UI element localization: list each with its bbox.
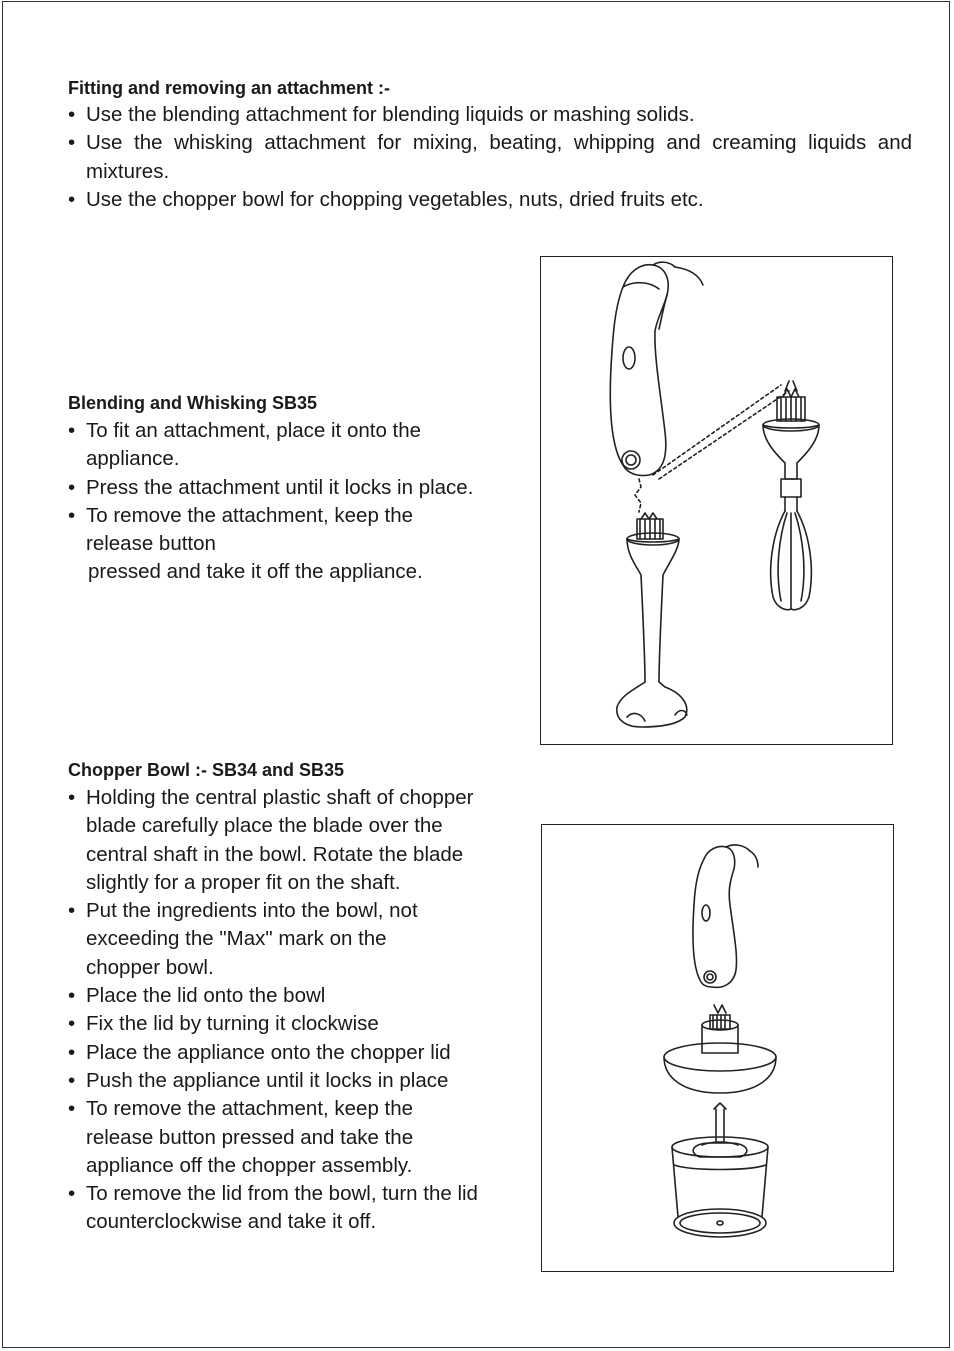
list-item — [68, 897, 456, 982]
list-item — [68, 502, 466, 559]
list-item — [68, 474, 528, 502]
list-item-text: To fit an attachment, place it onto the appliance. — [86, 419, 422, 471]
list-item — [68, 1067, 518, 1095]
section3-heading: Chopper Bowl :- SB34 and SB35 — [68, 760, 345, 780]
list-item — [68, 1180, 506, 1237]
chopper-bowl-icon — [542, 825, 895, 1273]
list-item-text: To remove the attachment, keep the release button — [86, 503, 414, 556]
section1-list — [68, 101, 912, 214]
list-item-text: Use the blending attachment for blending liquids or mashing solids. — [86, 103, 695, 126]
list-item-text: To remove the attachment, keep the release button pressed and take the appliance off the chopper assembly. — [86, 1097, 414, 1177]
list-item-text: Put the ingredients into the bowl, not exceeding the "Max" mark on the chopper bowl. — [86, 899, 418, 979]
list-item-text: Use the chopper bowl for chopping vegetables, nuts, dried fruits etc. — [86, 187, 704, 211]
list-item — [68, 129, 912, 186]
list-item — [68, 784, 498, 897]
hand-blender-icon — [541, 257, 894, 746]
blending-whisking-figure — [540, 256, 893, 745]
list-item-text: To remove the lid from the bowl, turn the lid counterclockwise and take it off. — [86, 1182, 478, 1234]
list-item-text: Place the appliance onto the chopper lid — [86, 1040, 451, 1064]
list-item-text: Push the appliance until it locks in place — [86, 1068, 449, 1092]
list-item-text: Place the lid onto the bowl — [86, 984, 326, 1008]
list-item — [68, 1095, 476, 1180]
list-item — [68, 1010, 518, 1038]
list-item — [68, 101, 912, 129]
section2-heading: Blending and Whisking SB35 — [68, 393, 318, 413]
list-item — [68, 186, 912, 214]
chopper-figure — [541, 824, 894, 1272]
list-item — [68, 417, 466, 474]
section3-list — [68, 784, 518, 1237]
list-item — [68, 1039, 518, 1067]
list-item-text: Use the whisking attachment for mixing, beating, whipping and creaming liquids and mixtures. — [86, 131, 912, 183]
list-item-text: Holding the central plastic shaft of chopper blade carefully place the blade over the central shaft in the bowl. Rotate the blade slightly for a proper fit on the shaft. — [86, 786, 474, 894]
list-item-text: Press the attachment until it locks in place. — [86, 475, 474, 499]
list-item-continuation: pressed and take it off the appliance. — [88, 560, 423, 584]
section1-heading: Fitting and removing an attachment :- — [68, 78, 391, 98]
list-item — [68, 982, 518, 1010]
list-item-text: Fix the lid by turning it clockwise — [86, 1012, 379, 1036]
section2-list — [68, 417, 528, 587]
